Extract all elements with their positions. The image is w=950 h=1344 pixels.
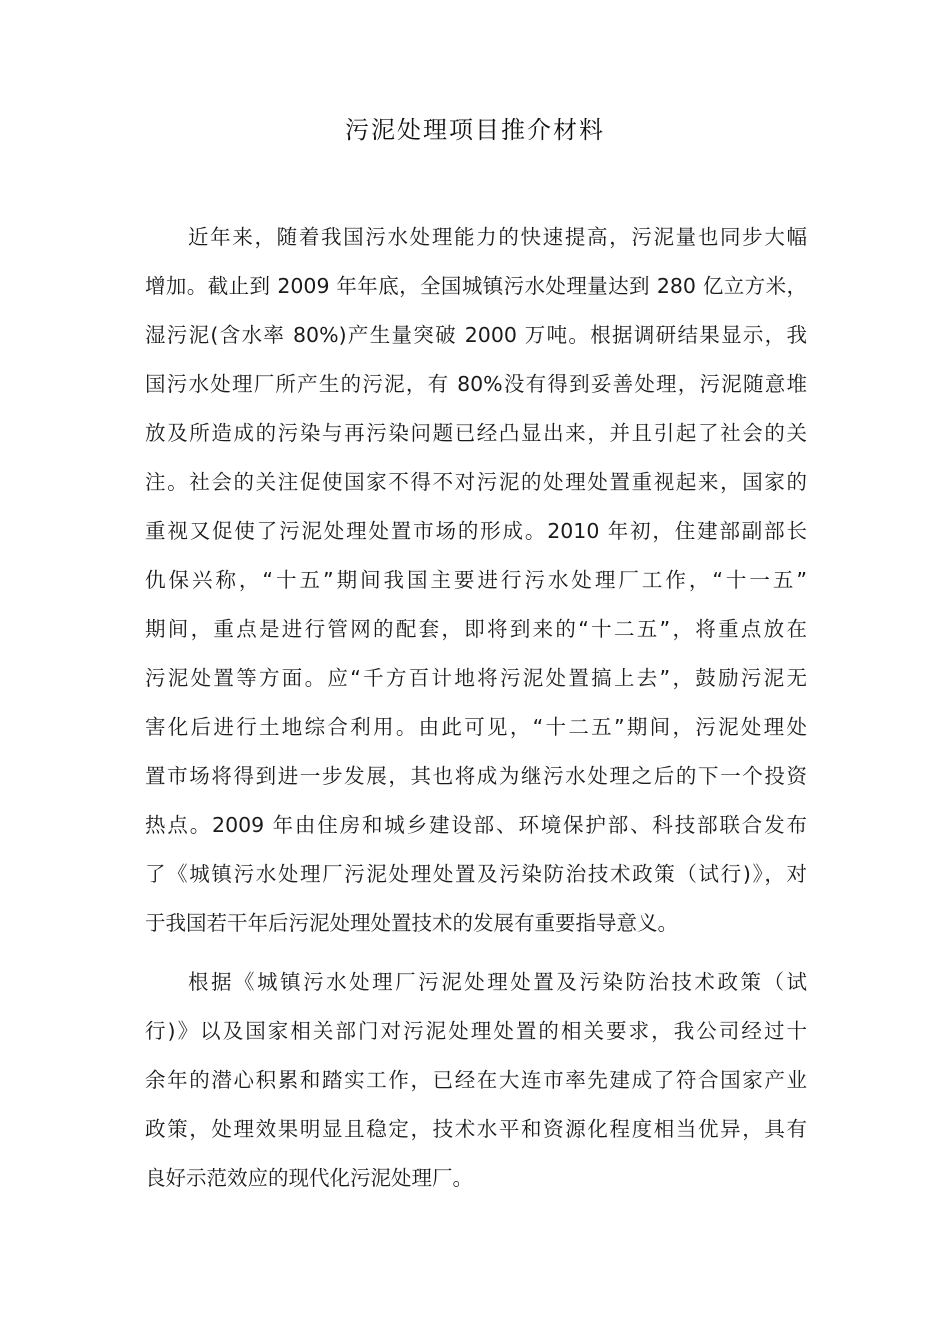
paragraph-1-line-11: 害化后进行土地综合利用。由此可见，“十二五”期间，污泥处理处 (145, 715, 807, 739)
paragraph-2-line-1: 根据《城镇污水处理厂污泥处理处置及污染防治技术政策（试 (188, 970, 807, 994)
paragraph-1-line-7: 重视又促使了污泥处理处置市场的形成。2010 年初，住建部副部长 (145, 519, 807, 543)
paragraph-1-line-1: 近年来，随着我国污水处理能力的快速提高，污泥量也同步大幅 (188, 225, 807, 249)
paragraph-1-line-4: 国污水处理厂所产生的污泥，有 80%没有得到妥善处理，污泥随意堆 (145, 372, 807, 396)
paragraph-1-line-8: 仇保兴称，“十五”期间我国主要进行污水处理厂工作，“十一五” (145, 568, 807, 592)
paragraph-1-line-3: 湿污泥(含水率 80%)产生量突破 2000 万吨。根据调研结果显示，我 (145, 323, 807, 347)
paragraph-1-line-2: 增加。截止到 2009 年年底，全国城镇污水处理量达到 280 亿立方米， (145, 274, 807, 298)
document-title: 污泥处理项目推介材料 (345, 116, 605, 144)
paragraph-2-line-4: 政策，处理效果明显且稳定，技术水平和资源化程度相当优异，具有 (145, 1117, 807, 1141)
paragraph-2-line-3: 余年的潜心积累和踏实工作，已经在大连市率先建成了符合国家产业 (145, 1068, 807, 1092)
paragraph-1-line-6: 注。社会的关注促使国家不得不对污泥的处理处置重视起来，国家的 (145, 470, 807, 494)
paragraph-2-line-5: 良好示范效应的现代化污泥处理厂。 (145, 1166, 473, 1190)
paragraph-1-line-5: 放及所造成的污染与再污染问题已经凸显出来，并且引起了社会的关 (145, 421, 807, 445)
paragraph-1-line-14: 了《城镇污水处理厂污泥处理处置及污染防治技术政策（试行)》，对 (145, 862, 807, 886)
paragraph-1-line-15: 于我国若干年后污泥处理处置技术的发展有重要指导意义。 (145, 911, 678, 935)
paragraph-1-line-10: 污泥处置等方面。应“千方百计地将污泥处置搞上去”，鼓励污泥无 (145, 666, 807, 690)
paragraph-2-line-2: 行)》以及国家相关部门对污泥处理处置的相关要求，我公司经过十 (145, 1019, 807, 1043)
paragraph-1-line-13: 热点。2009 年由住房和城乡建设部、环境保护部、科技部联合发布 (145, 813, 807, 837)
paragraph-1-line-12: 置市场将得到进一步发展，其也将成为继污水处理之后的下一个投资 (145, 764, 807, 788)
paragraph-1-line-9: 期间，重点是进行管网的配套，即将到来的“十二五”，将重点放在 (145, 617, 807, 641)
